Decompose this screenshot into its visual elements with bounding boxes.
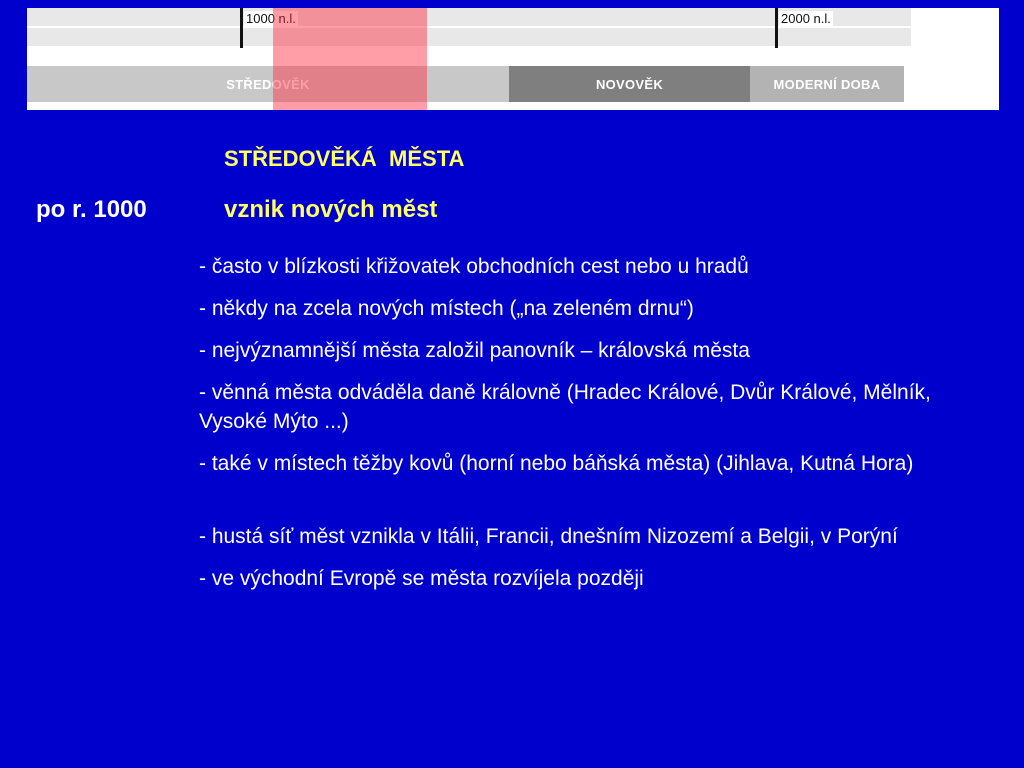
bullet-item: - ve východní Evropě se města rozvíjela později	[199, 567, 644, 590]
timeline-tick-2000	[775, 8, 778, 48]
bullet-list	[199, 252, 969, 606]
era-early-modern-label: NOVOVĚK	[595, 76, 664, 92]
slide-subtitle: vznik nových měst	[224, 196, 438, 223]
medieval-period-highlight	[273, 8, 427, 110]
bullet-item: - někdy na zcela nových místech („na zeleném drnu“)	[199, 297, 694, 320]
era-modern-times-label: MODERNÍ DOBA	[773, 76, 881, 92]
timeline-marker-2000: 2000 n.l.	[781, 11, 831, 26]
period-label: po r. 1000	[36, 196, 147, 223]
timeline-row-middle	[27, 28, 911, 46]
bullet-item: - hustá síť měst vznikla v Itálii, Francii, dnešním Nizozemí a Belgii, v Porýní	[199, 525, 898, 548]
bullet-item: - také v místech těžby kovů (horní nebo báňská města) (Jihlava, Kutná Hora)	[199, 452, 914, 475]
timeline-marker-1000: 1000 n.l.	[246, 11, 296, 26]
bullet-item: - nejvýznamnější města založil panovník – královská města	[199, 339, 750, 362]
bullet-item: - často v blízkosti křižovatek obchodních cest nebo u hradů	[199, 255, 749, 278]
bullet-item: - věnná města odváděla daně královně (Hradec Králové, Dvůr Králové, Mělník, Vysoké Mýto ...)	[199, 381, 931, 433]
era-medieval-label: STŘEDOVĚK	[226, 76, 310, 92]
timeline-tick-1000	[240, 8, 243, 48]
timeline-banner	[27, 8, 999, 110]
slide-title: STŘEDOVĚKÁ MĚSTA	[224, 146, 465, 171]
era-modern-times	[750, 66, 904, 102]
era-early-modern	[509, 66, 750, 102]
era-medieval	[27, 66, 509, 102]
